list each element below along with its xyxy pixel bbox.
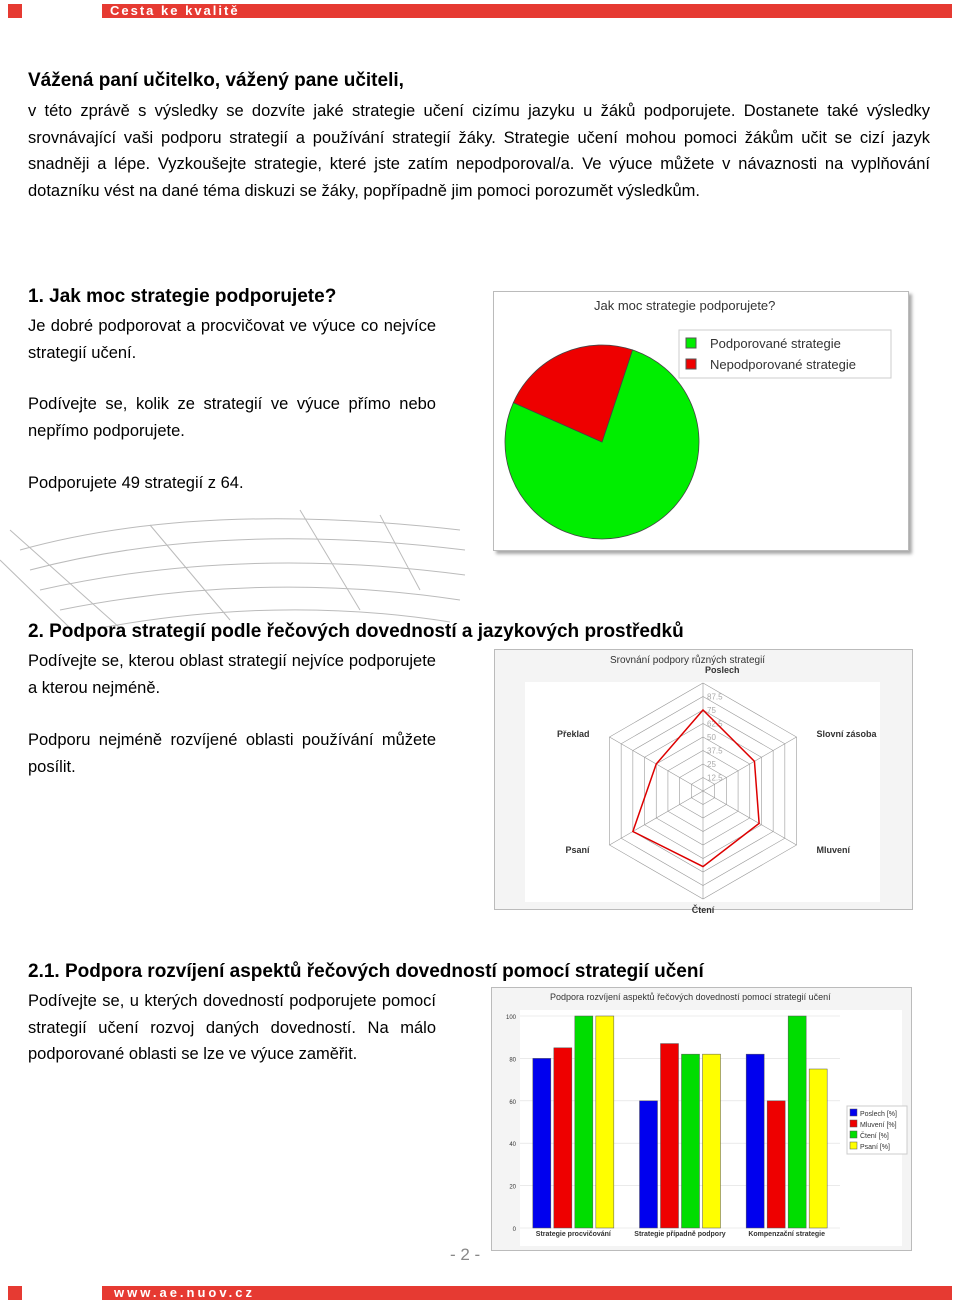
- bar: [767, 1101, 785, 1228]
- section2-p2: Podporu nejméně rozvíjené oblasti používání můžete posílit.: [28, 731, 436, 776]
- radar-chart-panel: [494, 649, 913, 915]
- greeting: Vážená paní učitelko, vážený pane učiteli,: [28, 70, 404, 91]
- bar-chart: [492, 988, 911, 1250]
- section1-p2: Podívejte se, kolik ze strategií ve výuce přímo nebo nepřímo podporujete.: [28, 395, 436, 440]
- bar-ytick-label: 100: [505, 1015, 516, 1021]
- radar-tick-label: 75: [707, 706, 716, 715]
- radar-axis-label: Překlad: [556, 729, 590, 739]
- bar: [533, 1058, 551, 1228]
- radar-axis-label: Mluvení: [816, 845, 851, 855]
- radar-tick-label: 12.5: [707, 773, 723, 783]
- bar-ytick-label: 80: [509, 1057, 516, 1064]
- section1-p3: Podporujete 49 strategií z 64.: [28, 474, 244, 492]
- header-bar: [102, 4, 952, 18]
- header-brand: Cesta ke kvalitě: [110, 3, 240, 18]
- bar-chart-panel: [491, 987, 912, 1251]
- bar-ytick-label: 20: [509, 1184, 516, 1191]
- radar-axis-label: Čtení: [691, 905, 715, 915]
- legend-swatch-unsupported: [686, 359, 696, 369]
- bar: [661, 1044, 679, 1228]
- bar: [788, 1016, 806, 1228]
- bar-legend-swatch: [850, 1109, 857, 1116]
- bar-legend-swatch: [850, 1131, 857, 1138]
- bar-ytick-label: 40: [509, 1142, 516, 1149]
- bar: [596, 1016, 614, 1228]
- header-square: [8, 4, 22, 18]
- legend-unsupported: Nepodporované strategie: [710, 357, 856, 372]
- footer-bar: [102, 1286, 952, 1300]
- bar-chart-title: Podpora rozvíjení aspektů řečových dovedností pomocí strategií učení: [550, 992, 831, 1002]
- notebook-sketch-illustration: [0, 490, 470, 630]
- section2-title: 2. Podpora strategií podle řečových dovedností a jazykových prostředků: [28, 621, 684, 642]
- radar-chart-title: Srovnání podpory různých strategií: [610, 655, 766, 666]
- radar-plot-area: [525, 682, 880, 902]
- radar-tick-label: 87.5: [707, 692, 723, 702]
- legend-supported: Podporované strategie: [710, 336, 841, 351]
- pie-chart: [494, 292, 908, 550]
- bar: [703, 1054, 721, 1228]
- bar: [682, 1054, 700, 1228]
- section21-title: 2.1. Podpora rozvíjení aspektů řečových dovedností pomocí strategií učení: [28, 961, 704, 982]
- bar-legend-label: Poslech [%]: [860, 1111, 897, 1118]
- radar-axis-label: Slovní zásoba: [816, 729, 877, 739]
- bar-xtick-label: Strategie procvičování: [535, 1231, 611, 1238]
- radar-axis-label: Psaní: [565, 845, 590, 855]
- bar-legend-label: Čtení [%]: [860, 1133, 889, 1140]
- bar-xtick-label: Kompenzační strategie: [748, 1231, 825, 1238]
- page-number: - 2 -: [450, 1245, 481, 1264]
- bar-legend-swatch: [850, 1142, 857, 1149]
- radar-tick-label: 50: [707, 733, 716, 742]
- bar: [640, 1101, 658, 1228]
- intro-paragraph: v této zprávě s výsledky se dozvíte jaké strategie učení cizímu jazyku u žáků podporujete. Dostanete také výsledky srovnávající vaši podporu strategií a používání strategií žáky. Strategie učení mohou pomoci žákům učit se cizí jazyk snadněji a lépe. Vyzkoušejte strategie, které jste zatím nepodporoval/a. Ve výuce můžete v návaznosti na vyplňování dotazníku vést na dané téma diskuzi se žáky, popřípadně jim pomoci porozumět výsledkům.: [28, 102, 930, 200]
- bar-ytick-label: 60: [509, 1099, 516, 1106]
- bar: [575, 1016, 593, 1228]
- bar: [554, 1048, 572, 1228]
- legend-swatch-supported: [686, 338, 696, 348]
- section2-p1: Podívejte se, kterou oblast strategií nejvíce podporujete a kterou nejméně.: [28, 652, 436, 697]
- radar-tick-label: 25: [707, 760, 716, 769]
- footer-url: www.ae.nuov.cz: [114, 1285, 255, 1300]
- radar-tick-label: 37.5: [707, 746, 723, 756]
- bar-legend-label: Mluvení [%]: [860, 1122, 897, 1129]
- bar-legend-swatch: [850, 1120, 857, 1127]
- radar-chart: [495, 650, 912, 915]
- bar-legend-label: Psaní [%]: [860, 1144, 890, 1151]
- bar: [746, 1054, 764, 1228]
- bar-ytick-label: 0: [512, 1227, 516, 1233]
- radar-tick-label: 62.5: [707, 719, 723, 729]
- section1-p1: Je dobré podporovat a procvičovat ve výuce co nejvíce strategií učení.: [28, 317, 436, 362]
- pie-chart-panel: [493, 291, 909, 551]
- bar: [809, 1069, 827, 1228]
- section1-title: 1. Jak moc strategie podporujete?: [28, 286, 337, 307]
- bar-xtick-label: Strategie případně podpory: [634, 1231, 726, 1238]
- pie-chart-title: Jak moc strategie podporujete?: [594, 298, 776, 313]
- section21-p1: Podívejte se, u kterých dovedností podporujete pomocí strategií učení rozvoj daných dovedností. Na málo podporované oblasti se lze ve výuce zaměřit.: [28, 992, 436, 1063]
- radar-axis-label: Poslech: [705, 665, 740, 675]
- footer-square: [8, 1286, 22, 1300]
